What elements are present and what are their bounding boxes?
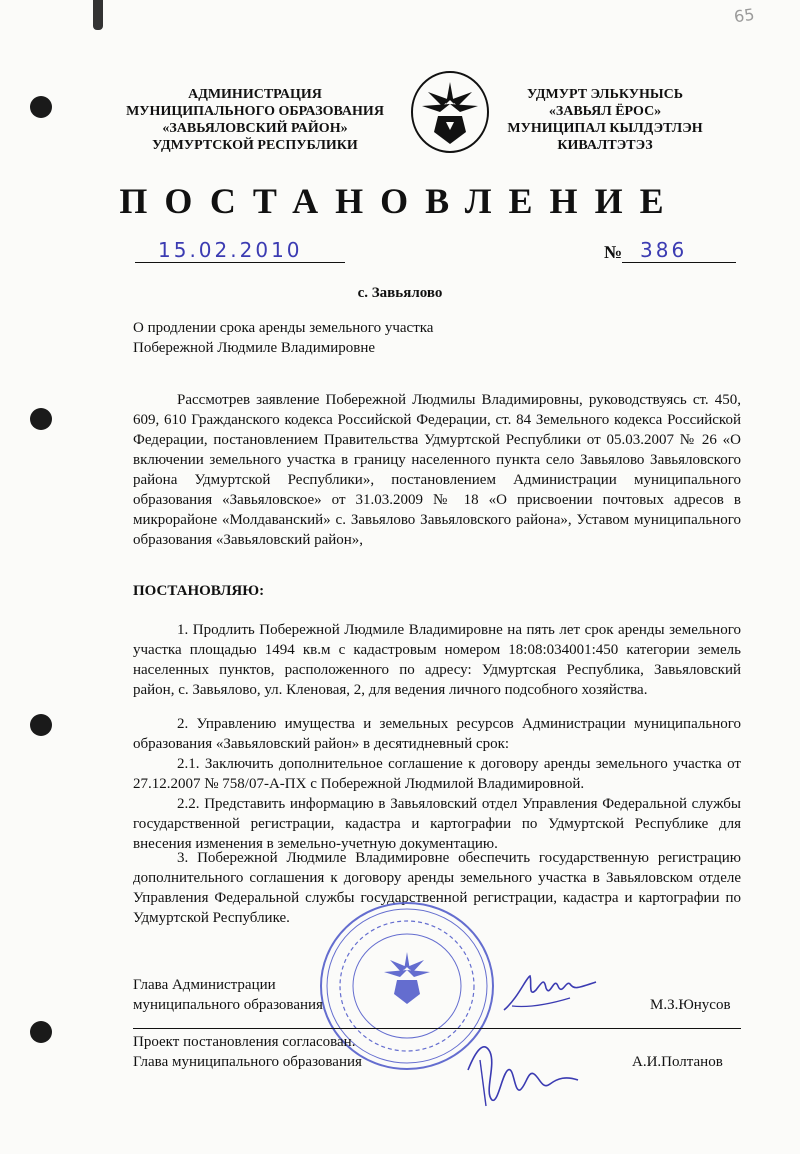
header-left-line: УДМУРТСКОЙ РЕСПУБЛИКИ (152, 138, 358, 153)
signature-2-position-line: Глава муниципального образования (133, 1054, 362, 1070)
signature-1-position-line: муниципального образования (133, 997, 323, 1013)
document-title: ПОСТАНОВЛЕНИЕ (119, 181, 681, 221)
header-left (110, 86, 400, 154)
scan-mark (93, 0, 103, 30)
number-label: № (604, 242, 623, 262)
header-right-line: МУНИЦИПАЛ КЫЛДЭТЛЭН (507, 121, 703, 136)
place-of-issue: с. Завьялово (357, 285, 443, 301)
item-1: 1. Продлить Побережной Людмиле Владимировне на пять лет срок аренды земельного участка площадью 1494 кв.м с кадастровым номером 18:08:034001:450 категории земель населенных пунктов, расположенного по адресу: Удмуртская Республика, Завьяловский район, с. Завьялово, ул. Кленовая, 2, для ведения личного подсобного хозяйства. (133, 622, 741, 698)
document-date: 15.02.2010 (158, 238, 303, 262)
number-underline (622, 262, 736, 263)
date-underline (135, 262, 345, 263)
item-2-1: 2.1. Заключить дополнительное соглашение к договору аренды земельного участка от 27.12.2007 № 758/07-А-ПХ с Побережной Людмилой Владимировной. (133, 756, 741, 792)
item-3: 3. Побережной Людмиле Владимировне обеспечить государственную регистрацию дополнительного соглашения к договору аренды земельного участка в Завьяловском отделе Управления Федеральной службы государственной регистрации, кадастра и картографии по Удмуртской Республике. (133, 850, 741, 926)
subject-line: О продлении срока аренды земельного участка (133, 320, 434, 336)
signature-1-position (133, 975, 323, 1015)
signature-1-handwritten-icon (500, 968, 600, 1018)
header-right-line: «ЗАВЬЯЛ ЁРОС» (548, 104, 662, 119)
header-right-line: КИВАЛТЭТЭЗ (557, 138, 653, 153)
header-left-line: АДМИНИСТРАЦИЯ (188, 87, 322, 102)
signature-1-name: М.З.Юнусов (650, 997, 731, 1013)
header-left-line: «ЗАВЬЯЛОВСКИЙ РАЙОН» (162, 121, 348, 136)
signature-1-position-line: Глава Администрации (133, 977, 276, 993)
punch-hole (30, 96, 52, 118)
resolve-heading: ПОСТАНОВЛЯЮ: (133, 583, 265, 599)
subject-line: Побережной Людмиле Владимировне (133, 340, 376, 356)
signature-2-handwritten-icon (462, 1030, 582, 1112)
subject (133, 318, 433, 358)
signature-2-name: А.И.Полтанов (632, 1054, 723, 1070)
punch-hole (30, 714, 52, 736)
page-number: 65 (732, 4, 756, 27)
header-left-line: МУНИЦИПАЛЬНОГО ОБРАЗОВАНИЯ (126, 104, 384, 119)
preamble: Рассмотрев заявление Побережной Людмилы Владимировны, руководствуясь ст. 450, 609, 610 Гражданского кодекса Российской Федерации, ст. 84 Земельного кодекса Российской Федерации, постановлением Правительства Удмуртской Республики от 05.03.2007 № 26 «О включении земельного участка в границу населенного пункта село Завьялово Завьяловского района Удмуртской Республики», постановлением Администрации муниципального образования «Завьяловское» от 31.03.2009 № 18 «О присвоении почтовых адресов в микрорайоне «Молдаванский» с. Завьялово Завьяловского района», Уставом муниципального образования «Завьяловский район», (133, 392, 741, 548)
punch-hole (30, 408, 52, 430)
document-number: 386 (640, 238, 688, 262)
item-2-2: 2.2. Представить информацию в Завьяловский отдел Управления Федеральной службы государственной регистрации, кадастра и картографии по Удмуртской Республике для внесения изменения в земельно-учетную документацию. (133, 796, 741, 852)
signature-2-position-line: Проект постановления согласован. (133, 1034, 356, 1050)
district-emblem-icon (410, 70, 490, 154)
punch-hole (30, 1021, 52, 1043)
header-right (500, 86, 710, 154)
separator-line (133, 1028, 741, 1029)
item-2: 2. Управлению имущества и земельных ресурсов Администрации муниципального образования «Завьяловский район» в десятидневный срок: (133, 716, 741, 752)
signature-2-position (133, 1032, 362, 1072)
header-right-line: УДМУРТ ЭЛЬКУНЫСЬ (527, 87, 683, 102)
